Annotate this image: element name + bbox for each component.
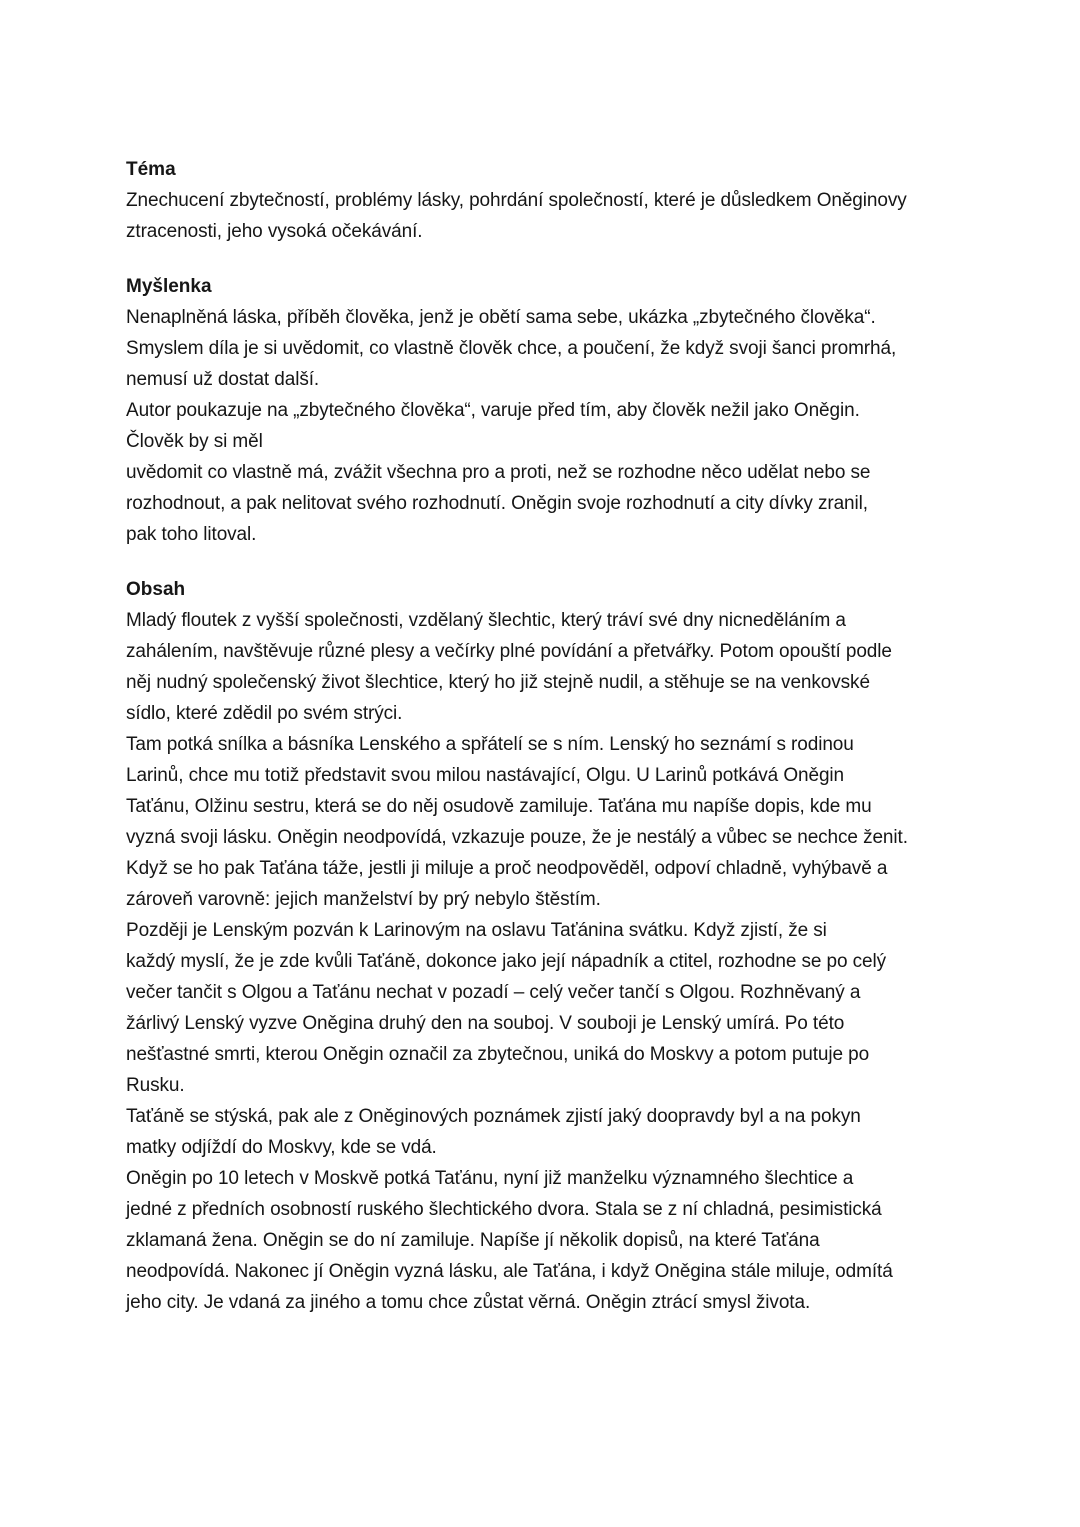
text-line: Nenaplněná láska, příběh člověka, jenž je obětí sama sebe, ukázka „zbytečného člověka“.: [126, 307, 876, 328]
section-obsah: [126, 574, 960, 1318]
text-line: Autor poukazuje na „zbytečného člověka“, varuje před tím, aby člověk nežil jako Oněgin.: [126, 400, 860, 421]
text-line: Larinů, chce mu totiž představit svou milou nastávající, Olgu. U Larinů potkává Oněgin: [126, 765, 844, 786]
text-line: matky odjíždí do Moskvy, kde se vdá.: [126, 1137, 437, 1158]
text-line: Taťánu, Olžinu sestru, která se do něj osudově zamiluje. Taťána mu napíše dopis, kde mu: [126, 796, 872, 817]
text-line: Smyslem díla je si uvědomit, co vlastně člověk chce, a poučení, že když svoji šanci promrhá,: [126, 338, 897, 359]
text-line: zahálením, navštěvuje různé plesy a večírky plné povídání a přetvářky. Potom opouští podle: [126, 641, 892, 662]
text-line: sídlo, které zdědil po svém strýci.: [126, 703, 403, 724]
text-line: Mladý floutek z vyšší společnosti, vzdělaný šlechtic, který tráví své dny nicneděláním a: [126, 610, 846, 631]
text-line: zároveň varovně: jejich manželství by prý nebylo štěstím.: [126, 889, 601, 910]
text-line: ztracenosti, jeho vysoká očekávání.: [126, 221, 423, 242]
text-line: zklamaná žena. Oněgin se do ní zamiluje. Napíše jí několik dopisů, na které Taťána: [126, 1230, 820, 1251]
text-line: Člověk by si měl: [126, 431, 263, 452]
text-line: nešťastné smrti, kterou Oněgin označil za zbytečnou, uniká do Moskvy a potom putuje po: [126, 1044, 870, 1065]
text-line: neodpovídá. Nakonec jí Oněgin vyzná lásku, ale Taťána, i když Oněgina stále miluje, odmítá: [126, 1261, 893, 1282]
text-line: žárlivý Lenský vyzve Oněgina druhý den na souboj. V souboji je Lenský umírá. Po této: [126, 1013, 845, 1034]
text-line: Taťáně se stýská, pak ale z Oněginových poznámek zjistí jaký doopravdy byl a na pokyn: [126, 1106, 861, 1127]
section-heading: Téma: [126, 159, 176, 180]
text-line: uvědomit co vlastně má, zvážit všechna pro a proti, než se rozhodne něco udělat nebo se: [126, 462, 871, 483]
text-line: každý myslí, že je zde kvůli Taťáně, dokonce jako její nápadník a ctitel, rozhodne se po celý: [126, 951, 887, 972]
text-line: Rusku.: [126, 1075, 185, 1096]
text-line: Později je Lenským pozván k Larinovým na oslavu Taťánina svátku. Když zjistí, že si: [126, 920, 827, 941]
text-line: jedné z předních osobností ruského šlechtického dvora. Stala se z ní chladná, pesimistická: [126, 1199, 882, 1220]
section-heading: Obsah: [126, 579, 186, 600]
section-tema: [126, 154, 960, 247]
text-line: jeho city. Je vdaná za jiného a tomu chce zůstat věrná. Oněgin ztrácí smysl života.: [126, 1292, 811, 1313]
text-line: Znechucení zbytečností, problémy lásky, pohrdání společností, které je důsledkem Oněginovy: [126, 190, 907, 211]
text-line: rozhodnout, a pak nelitovat svého rozhodnutí. Oněgin svoje rozhodnutí a city dívky zranil,: [126, 493, 868, 514]
text-line: něj nudný společenský život šlechtice, který ho již stejně nudil, a stěhuje se na venkovské: [126, 672, 870, 693]
text-line: nemusí už dostat další.: [126, 369, 320, 390]
section-myslenka: [126, 271, 960, 550]
text-line: pak toho litoval.: [126, 524, 257, 545]
text-line: večer tančit s Olgou a Taťánu nechat v pozadí – celý večer tančí s Olgou. Rozhněvaný a: [126, 982, 861, 1003]
text-line: Když se ho pak Taťána táže, jestli ji miluje a proč neodpověděl, odpoví chladně, vyhýbavě a: [126, 858, 888, 879]
section-heading: Myšlenka: [126, 276, 212, 297]
text-line: vyzná svoji lásku. Oněgin neodpovídá, vzkazuje pouze, že je nestálý a vůbec se nechce ženit.: [126, 827, 908, 848]
text-line: Oněgin po 10 letech v Moskvě potká Taťánu, nyní již manželku významného šlechtice a: [126, 1168, 854, 1189]
text-line: Tam potká snílka a básníka Lenského a spřátelí se s ním. Lenský ho seznámí s rodinou: [126, 734, 854, 755]
